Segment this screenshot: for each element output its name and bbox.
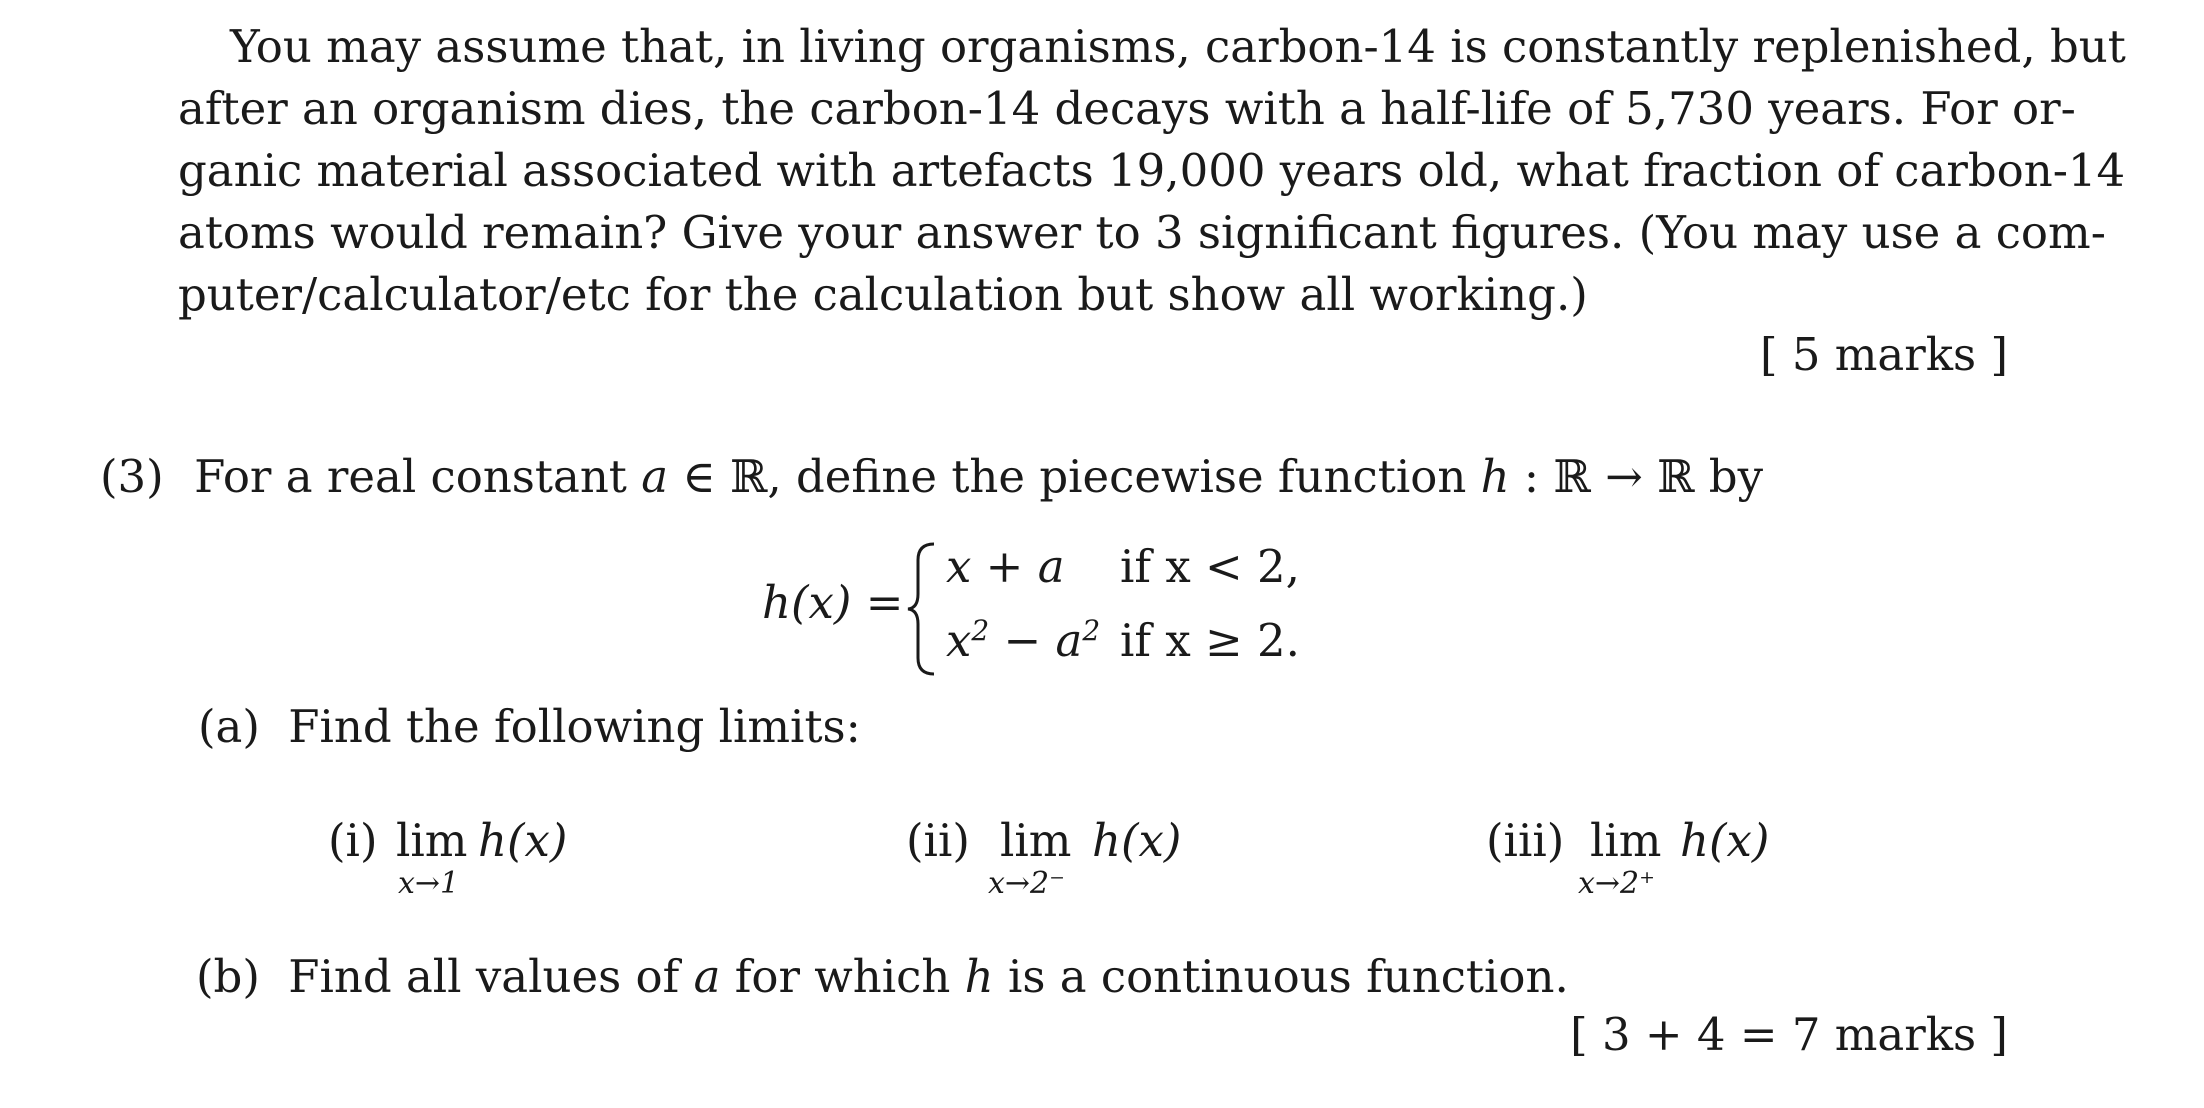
paragraph-line: ganic material associated with artefacts 19,000 years old, what fraction of carbon-14 <box>178 144 2126 197</box>
left-brace-icon <box>904 538 944 680</box>
part-b-text: Find all values of <box>288 950 694 1003</box>
variable-h: h <box>1480 450 1510 503</box>
limit-label: (iii) <box>1486 814 1565 867</box>
limit-function: h(x) <box>1092 814 1182 867</box>
case1-expression: x + a <box>946 540 1065 593</box>
case2-expression: $x^2 - a^2$ <box>946 614 1101 667</box>
limit-lim: lim <box>1590 814 1662 867</box>
variable-a: a <box>693 950 721 1003</box>
variable-a: a <box>641 450 669 503</box>
limit-lim: lim <box>1000 814 1072 867</box>
limit-subscript: x→1 <box>398 866 460 901</box>
limit-label: (i) <box>328 814 378 867</box>
paragraph-line: You may assume that, in living organisms, carbon-14 is constantly replenished, but <box>230 20 2126 73</box>
paragraph-line: atoms would remain? Give your answer to 3 significant figures. (You may use a com- <box>178 206 2106 259</box>
limit-lim: lim <box>396 814 468 867</box>
limit-label: (ii) <box>906 814 970 867</box>
case2-condition: if x ≥ 2. <box>1120 614 1300 667</box>
question-3-intro <box>100 450 1763 503</box>
question-paragraph <box>178 16 2126 326</box>
marks-label: [ 3 + 4 = 7 marks ] <box>1570 1008 2008 1061</box>
part-b <box>196 950 1569 1003</box>
marks-label: [ 5 marks ] <box>1759 328 2008 381</box>
intro-text: ∈ ℝ, define the piecewise function <box>668 450 1481 503</box>
paragraph-line: after an organism dies, the carbon-14 decays with a half-life of 5,730 years. For or- <box>178 82 2076 135</box>
part-b-text: is a continuous function. <box>993 950 1569 1003</box>
part-a-label: (a) <box>198 700 260 753</box>
paragraph-line: puter/calculator/etc for the calculation but show all working.) <box>178 268 1588 321</box>
intro-text: For a real constant <box>194 450 642 503</box>
part-a-text: Find the following limits: <box>288 700 861 753</box>
intro-text: : ℝ → ℝ by <box>1509 450 1764 503</box>
limit-function: h(x) <box>478 814 568 867</box>
definition-lhs: h(x) = <box>762 576 904 629</box>
limit-subscript: x→2⁻ <box>988 866 1065 901</box>
limit-function: h(x) <box>1680 814 1770 867</box>
variable-h: h <box>964 950 994 1003</box>
question-number: (3) <box>100 450 164 503</box>
part-a <box>198 700 861 753</box>
part-b-label: (b) <box>196 950 260 1003</box>
case1-condition: if x < 2, <box>1120 540 1300 593</box>
limit-subscript: x→2⁺ <box>1578 866 1655 901</box>
part-b-text: for which <box>720 950 965 1003</box>
